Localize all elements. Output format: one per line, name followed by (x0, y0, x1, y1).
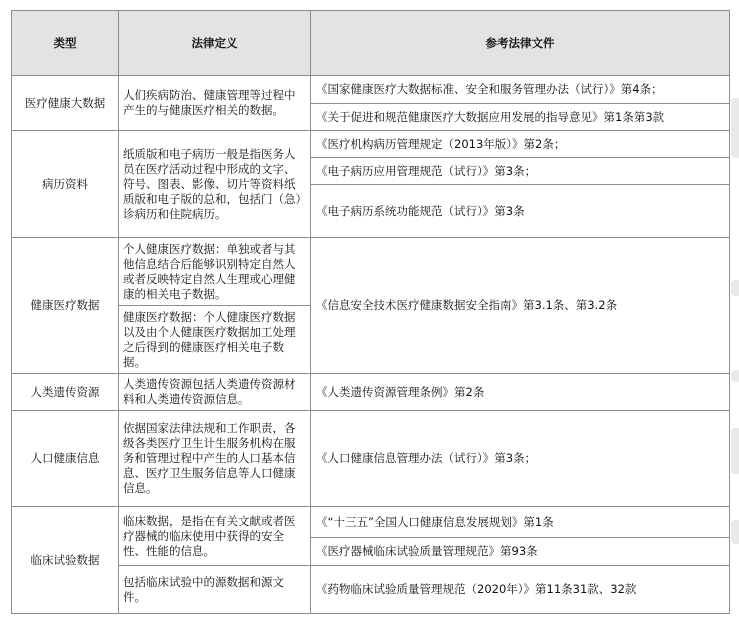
definition-cell: 个人健康医疗数据：单独或者与其他信息结合后能够识别特定自然人或者反映特定自然人生理或心理健康的相关电子数据。 (119, 238, 311, 306)
reference-cell: 《人口健康信息管理办法（试行）》第3条； (311, 411, 730, 507)
table-header-row (12, 11, 730, 76)
reference-cell: 《“十三五”全国人口健康信息发展规划》第1条 (311, 507, 730, 538)
header-type: 类型 (12, 11, 119, 76)
definition-cell: 人们疾病防治、健康管理等过程中产生的与健康医疗相关的数据。 (119, 76, 311, 131)
edge-decoration (731, 98, 739, 158)
edge-decoration (731, 428, 739, 474)
type-cell: 临床试验数据 (12, 507, 119, 614)
definition-cell: 人类遗传资源包括人类遗传资源材料和人类遗传资源信息。 (119, 374, 311, 411)
table-row (12, 566, 730, 614)
type-cell: 人口健康信息 (12, 411, 119, 507)
definition-cell: 依据国家法律法规和工作职责，各级各类医疗卫生计生服务机构在服务和管理过程中产生的人口基本信息、医疗卫生服务信息等人口健康信息。 (119, 411, 311, 507)
definition-cell: 临床数据，是指在有关文献或者医疗器械的临床使用中获得的安全性、性能的信息。 (119, 507, 311, 566)
edge-decoration (731, 370, 739, 382)
reference-cell: 《药物临床试验质量管理规范（2020年）》第11条31款、32款 (311, 566, 730, 614)
reference-cell: 《国家健康医疗大数据标准、安全和服务管理办法（试行）》第4条； (311, 76, 730, 104)
definition-cell: 健康医疗数据：个人健康医疗数据以及由个人健康医疗数据加工处理之后得到的健康医疗相关电子数据。 (119, 306, 311, 374)
table-row (12, 131, 730, 158)
reference-cell: 《关于促进和规范健康医疗大数据应用发展的指导意见》第1条第3款 (311, 104, 730, 131)
table-row (12, 238, 730, 306)
definition-cell: 包括临床试验中的源数据和源文件。 (119, 566, 311, 614)
reference-cell: 《信息安全技术医疗健康数据安全指南》第3.1条、第3.2条 (311, 238, 730, 374)
reference-cell: 《医疗器械临床试验质量管理规范》第93条 (311, 538, 730, 566)
table-row (12, 507, 730, 538)
table-row (12, 411, 730, 507)
definition-cell: 纸质版和电子病历一般是指医务人员在医疗活动过程中形成的文字、符号、图表、影像、切片等资料纸质版和电子版的总和，包括门（急）诊病历和住院病历。 (119, 131, 311, 238)
reference-cell: 《电子病历系统功能规范（试行）》第3条 (311, 185, 730, 238)
reference-cell: 《医疗机构病历管理规定（2013年版）》第2条； (311, 131, 730, 158)
type-cell: 医疗健康大数据 (12, 76, 119, 131)
table-row (12, 374, 730, 411)
legal-definitions-table-wrapper (11, 10, 730, 614)
reference-cell: 《人类遗传资源管理条例》第2条 (311, 374, 730, 411)
edge-decoration (731, 520, 739, 544)
type-cell: 健康医疗数据 (12, 238, 119, 374)
reference-cell: 《电子病历应用管理规范（试行）》第3条； (311, 158, 730, 185)
type-cell: 人类遗传资源 (12, 374, 119, 411)
edge-decoration (731, 280, 739, 296)
header-references: 参考法律文件 (311, 11, 730, 76)
header-definition: 法律定义 (119, 11, 311, 76)
table-row (12, 76, 730, 104)
legal-definitions-table (11, 10, 730, 614)
type-cell: 病历资料 (12, 131, 119, 238)
